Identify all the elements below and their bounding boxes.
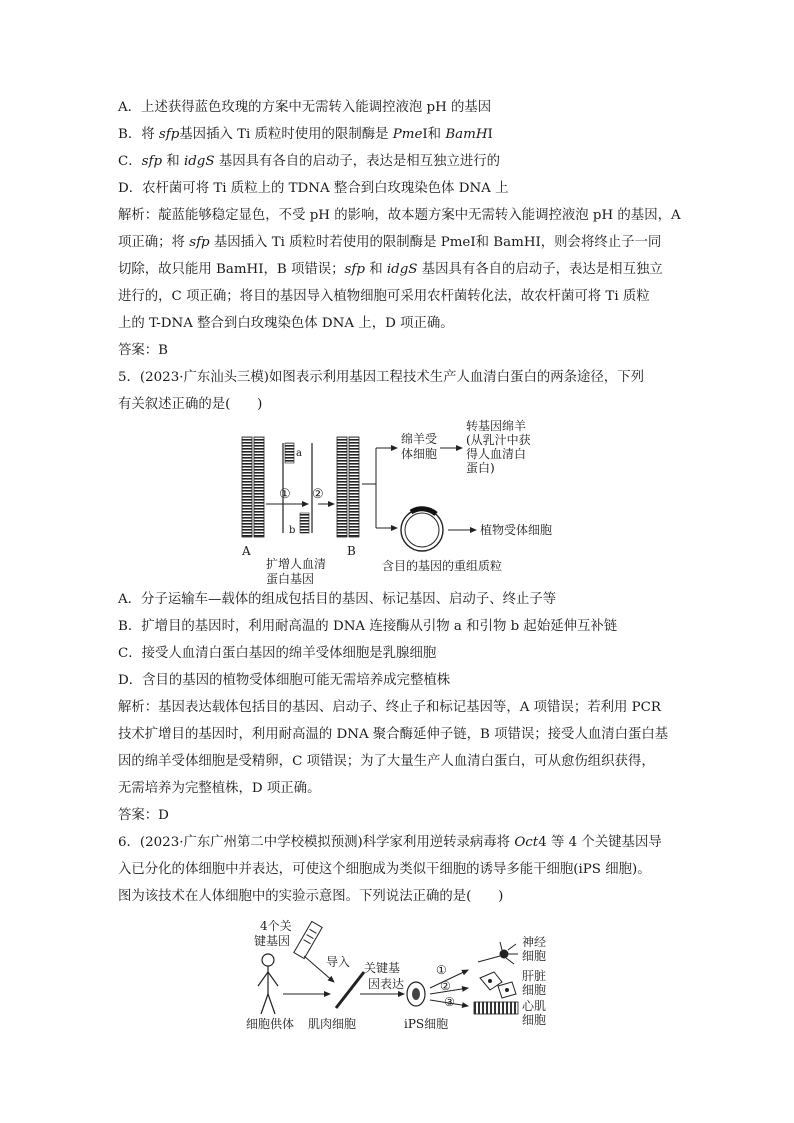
q6-diagram bbox=[118, 910, 678, 1032]
heart-label-2: 细胞 bbox=[522, 1013, 547, 1027]
q5-explanation-3: 因的绵羊受体细胞是受精卵，C 项错误；为了大量生产人血清白蛋白，可从愈伤组织获得， bbox=[118, 754, 655, 769]
dna-b-strand-2 bbox=[349, 437, 359, 537]
transgenic-label-1: 转基因绵羊 bbox=[466, 419, 527, 433]
primer-a-label: a bbox=[296, 448, 302, 459]
label-b: B bbox=[347, 544, 356, 558]
liver-label-2: 细胞 bbox=[522, 983, 547, 997]
transgenic-label-4: 蛋白) bbox=[466, 461, 495, 475]
genes-label-2: 键基因 bbox=[254, 934, 291, 948]
cardiac-cell-icon bbox=[474, 1002, 518, 1014]
primer-a bbox=[285, 443, 294, 463]
q4-explanation-3: 切除，故只能用 BamHⅠ，B 项错误；sfp 和 idgS 基因具有各自的启动子，表达是相互独立 bbox=[118, 262, 663, 277]
neuron-icon bbox=[478, 942, 518, 964]
primer-b-label: b bbox=[289, 525, 296, 536]
q4-explanation-2: 项正确；将 sfp 基因插入 Ti 质粒时若使用的限制酶是 PmeⅠ和 BamHⅠ，则会将终止子一同 bbox=[118, 235, 662, 250]
ips-label: iPS细胞 bbox=[404, 1017, 449, 1031]
donor-label: 细胞供体 bbox=[246, 1017, 295, 1031]
q6-stem-2: 入已分化的体细胞中并表达，可使这个细胞成为类似干细胞的诱导多能干细胞(iPS 细胞)。 bbox=[118, 862, 651, 877]
path-3-label: ③ bbox=[444, 995, 455, 1009]
transgenic-label-3: 得人血清白 bbox=[466, 447, 527, 461]
label-a: A bbox=[242, 544, 251, 558]
plasmid-inner bbox=[405, 513, 439, 547]
path-2-label: ② bbox=[440, 979, 451, 993]
q6-stem-1: 6．(2023·广东广州第二中学校模拟预测)科学家利用逆转录病毒将 Oct4 等 4 个关键基因导 bbox=[118, 835, 662, 850]
import-label: 导入 bbox=[326, 955, 351, 969]
dna-a-strand-1 bbox=[242, 437, 252, 537]
sheep-cell-label-2: 体细胞 bbox=[401, 447, 438, 461]
q5-explanation-2: 技术扩增目的基因时，利用耐高温的 DNA 聚合酶延伸子链，B 项错误；接受人血清白蛋白基 bbox=[118, 727, 669, 742]
neuron-label-1: 神经 bbox=[522, 935, 547, 949]
plasmid-label: 含目的基因的重组质粒 bbox=[382, 559, 503, 573]
path-1-label: ① bbox=[436, 963, 447, 977]
q6-figure bbox=[118, 910, 678, 1032]
virus-vector-icon bbox=[294, 921, 322, 958]
plasmid-outer bbox=[401, 509, 443, 551]
q4-explanation-1: 解析：靛蓝能够稳定显色，不受 pH 的影响，故本题方案中无需转入能调控液泡 pH 的基因，A bbox=[118, 208, 681, 223]
page bbox=[118, 94, 681, 1032]
q4-option-d: D．农杆菌可将 Ti 质粒上的 TDNA 整合到白玫瑰染色体 DNA 上 bbox=[118, 181, 509, 196]
genes-label-1: 4个关 bbox=[260, 919, 292, 933]
amplify-label-2: 蛋白基因 bbox=[266, 572, 315, 586]
sheep-cell-label-1: 绵羊受 bbox=[401, 432, 438, 446]
q5-explanation-1: 解析：基因表达载体包括目的基因、启动子、终止子和标记基因等，A 项错误；若利用 PCR bbox=[118, 700, 661, 715]
q4-option-b: B．将 sfp基因插入 Ti 质粒时使用的限制酶是 PmeⅠ和 BamHⅠ bbox=[118, 127, 493, 142]
dna-b-strand-1 bbox=[337, 437, 347, 537]
muscle-cell-icon bbox=[336, 972, 364, 1008]
q5-option-d: D．含目的基因的植物受体细胞可能无需培养成完整植株 bbox=[118, 673, 451, 688]
step-2-label: ② bbox=[312, 487, 324, 502]
transgenic-label-2: (从乳汁中获 bbox=[466, 433, 531, 447]
ips-nucleus bbox=[412, 988, 420, 1000]
muscle-label: 肌肉细胞 bbox=[308, 1017, 357, 1031]
q5-stem-1: 5．(2023·广东汕头三模)如图表示利用基因工程技术生产人血清白蛋白的两条途径，下列 bbox=[118, 370, 644, 385]
q5-explanation-4: 无需培养为完整植株，D 项正确。 bbox=[118, 781, 321, 796]
q5-answer: 答案：D bbox=[118, 808, 169, 823]
q4-option-a: A．上述获得蓝色玫瑰的方案中无需转入能调控液泡 pH 的基因 bbox=[118, 100, 492, 115]
q4-option-c: C．sfp 和 idgS 基因具有各自的启动子，表达是相互独立进行的 bbox=[118, 154, 501, 169]
q5-stem-2: 有关叙述正确的是( ) bbox=[118, 397, 263, 412]
liver-cell-icon bbox=[480, 972, 516, 998]
expression-label-1: 关键基 bbox=[364, 961, 401, 975]
q5-diagram bbox=[118, 418, 678, 586]
dna-a-strand-2 bbox=[254, 437, 264, 537]
amplify-label-1: 扩增人血清 bbox=[266, 557, 327, 571]
q5-option-a: A．分子运输车—载体的组成包括目的基因、标记基因、启动子、终止子等 bbox=[118, 592, 557, 607]
plant-cell-label: 植物受体细胞 bbox=[480, 523, 553, 537]
q5-option-b: B．扩增目的基因时，利用耐高温的 DNA 连接酶从引物 a 和引物 b 起始延伸互补链 bbox=[118, 619, 618, 634]
q4-answer: 答案：B bbox=[118, 343, 169, 358]
primer-b bbox=[300, 513, 309, 533]
heart-label-1: 心肌 bbox=[522, 999, 547, 1013]
donor-human-icon bbox=[258, 954, 278, 1014]
liver-label-1: 肝脏 bbox=[522, 969, 547, 983]
q5-option-c: C．接受人血清白蛋白基因的绵羊受体细胞是乳腺细胞 bbox=[118, 646, 437, 661]
q4-explanation-4: 进行的，C 项正确；将目的基因导入植物细胞可采用农杆菌转化法，故农杆菌可将 Ti 质粒 bbox=[118, 289, 650, 304]
neuron-label-2: 细胞 bbox=[522, 949, 547, 963]
expression-label-2: 因表达 bbox=[368, 977, 405, 991]
step-1-label: ① bbox=[279, 487, 291, 502]
q4-explanation-5: 上的 T-DNA 整合到白玫瑰染色体 DNA 上，D 项正确。 bbox=[118, 316, 454, 331]
q6-stem-3: 图为该技术在人体细胞中的实验示意图。下列说法正确的是( ) bbox=[118, 889, 504, 904]
q5-figure bbox=[118, 418, 678, 586]
